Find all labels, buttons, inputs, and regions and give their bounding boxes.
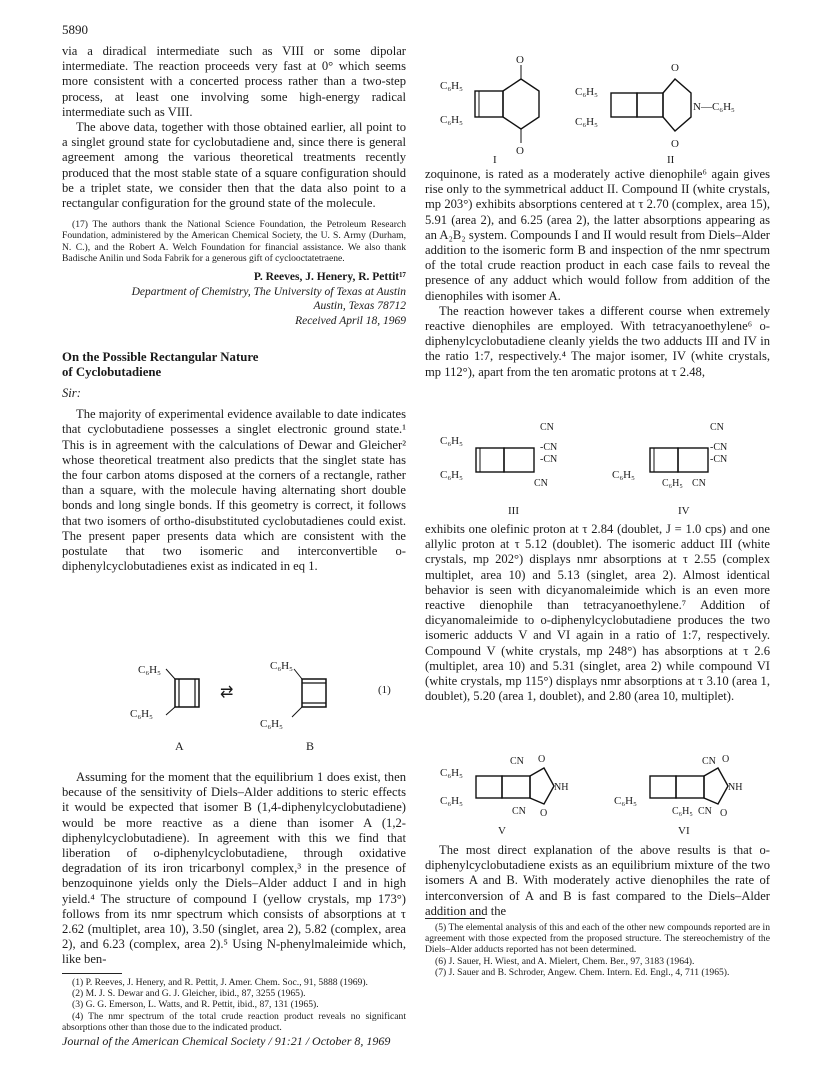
- paragraph: The reaction however takes a different course when extremely reactive dienophiles are employed. With tetracyanoethylene⁶ o-diphenylcyclobutadiene cleanly yields the two adducts III and IV in the ratio 1:7, respectively.⁴ The major isomer, IV (white crystals, mp 112°), apart from the ten aromatic protons at τ 2.48,: [425, 303, 770, 379]
- oxygen-label: O: [538, 754, 546, 765]
- article-title: On the Possible Rectangular Nature of Cyclobutadiene: [62, 350, 259, 380]
- phenyl-label: C₆H₅: [672, 806, 693, 817]
- cyano-label: CN: [534, 478, 548, 489]
- phenyl-label: C₆H₅: [130, 708, 153, 720]
- phenyl-label: C₆H₅: [612, 469, 635, 481]
- cyano-label: CN: [702, 756, 716, 767]
- phenyl-label: C₆H₅: [440, 435, 463, 447]
- footnote: (6) J. Sauer, H. Wiest, and A. Mielert, Chem. Ber., 97, 3183 (1964).: [435, 955, 695, 967]
- cyano-label: CN: [512, 806, 526, 817]
- footnote: (1) P. Reeves, J. Henery, and R. Pettit, J. Amer. Chem. Soc., 91, 5888 (1969).: [72, 977, 368, 988]
- authors: P. Reeves, J. Henery, R. Pettit¹⁷: [253, 271, 406, 284]
- label-III: III: [508, 505, 519, 517]
- phenyl-label: C₆H₅: [575, 116, 598, 128]
- phenyl-label: C₆H₅: [662, 478, 683, 489]
- left-column-lower: [62, 770, 406, 968]
- phenyl-label: C₆H₅: [440, 80, 463, 92]
- n-phenyl-label: N—C₆H₅: [693, 101, 735, 113]
- cyano-label: -CN: [710, 442, 728, 453]
- paragraph: exhibits one olefinic proton at τ 2.84 (doublet, J = 1.0 cps) and one allylic proton at τ 5.12 (doublet). The isomeric adduct III (white crystals, mp 202°) displays nmr absorptions at τ 2.55 (complex multiplet, area 10) and 5.13 (singlet, area 2). Almost identical behavior is seen with dicyanomaleimide which is an even more reactive dienophile than tetracyanoethylene.⁷ Addition of dicyanomaleimide to o-diphenylcyclobutadiene produces the two isomeric adducts V and VI again in a ratio of 1:7, respectively. Compound V (white crystals, mp 248°) has absorptions at τ 2.6 (multiplet, area 10) and 5.31 (singlet, area 2) while compound VI (white crystals, mp 115°) displays nmr absorptions at τ 3.10 (area 1, doublet), 5.20 (area 1, doublet), and 2.80 (area 10, multiplet).: [425, 522, 770, 704]
- right-column-lower: [425, 843, 770, 919]
- phenyl-label: C₆H₅: [440, 469, 463, 481]
- footnote: (2) M. J. S. Dewar and G. J. Gleicher, ibid., 87, 3255 (1965).: [72, 988, 306, 1000]
- cyano-label: CN: [710, 422, 724, 433]
- equation-number: (1): [378, 684, 391, 696]
- phenyl-label: C₆H₅: [614, 795, 637, 807]
- oxygen-label: O: [516, 145, 524, 157]
- cyano-label: CN: [540, 422, 554, 433]
- footnotes-right: [425, 922, 770, 978]
- equilibrium-arrows: ⇄: [220, 684, 234, 701]
- cyano-label: CN: [698, 806, 712, 817]
- oxygen-label: O: [540, 808, 548, 819]
- footnote: (7) J. Sauer and B. Schroder, Angew. Chem. Intern. Ed. Engl., 4, 711 (1965).: [435, 966, 730, 978]
- label-II: II: [667, 154, 675, 165]
- phenyl-label: C₆H₅: [260, 718, 283, 730]
- paragraph: The most direct explanation of the above results is that o-diphenylcyclobutadiene exists as an equilibrium mixture of the two isomers A and B. With moderately active dienophiles the rate of interconversion of A and B is fast compared to the Diels–Alder addition and the: [425, 843, 770, 918]
- right-column-middle: [425, 522, 770, 704]
- signature-block: [62, 270, 406, 328]
- paragraph: The majority of experimental evidence available to date indicates that cyclobutadiene possesses a singlet electronic ground state.¹ This is in agreement with the calculations of Dewar and Gleicher² whose theoretical treatment also predicts that the singlet state has the four carbon atoms disposed at the corners of a rectangle, rather than a square, with the molecule having alternating short double bonds and long single bonds. If this geometry is correct, it follows that two isomers of ortho-disubstituted cyclobutadienes could exist. The present paper presents data which are consistent with the postulate that two isomeric and interconvertible o-diphenylcyclobutadienes exist as indicated in eq 1.: [62, 407, 406, 574]
- cyano-label: CN: [510, 756, 524, 767]
- imide-label: NH: [554, 782, 569, 793]
- oxygen-label: O: [671, 62, 679, 74]
- page-number: 5890: [62, 22, 88, 37]
- structures-III-IV: [440, 422, 790, 518]
- cyano-label: -CN: [540, 442, 558, 453]
- footnote-17: (17) The authors thank the National Science Foundation, the Petroleum Research Foundation, administered by the American Chemical Society, the U. S. Army (Durham, N. C.), and the Robert A. Welch Foundation for financial assistance. We also thank Badische Anilin und Soda Fabrik for a generous gift of cyclooctatetraene.: [62, 219, 406, 264]
- label-I: I: [493, 154, 497, 165]
- oxygen-label: O: [720, 808, 728, 819]
- structures-V-VI: [440, 752, 790, 838]
- paragraph: The above data, together with those obtained earlier, all point to a singlet ground state for cyclobutadiene and, since there is general agreement among the various theoretical treatments recently produced that the most stable state of a square configuration should be a triplet state, we consider then that the data also point to a rectangular configuration for the ground state of the molecule.: [62, 120, 406, 211]
- journal-footer: Journal of the American Chemical Society / 91:21 / October 8, 1969: [62, 1034, 391, 1048]
- label-VI: VI: [678, 825, 690, 837]
- label-V: V: [498, 825, 506, 837]
- phenyl-label: C₆H₅: [440, 767, 463, 779]
- paragraph: via a diradical intermediate such as VIII or some dipolar intermediate. The reaction proceeds very fast at 0° which seems more consistent with a concerted process rather than a two-step process, at least one involving some high-energy radical intermediate such as VIII.: [62, 44, 406, 119]
- city: Austin, Texas 78712: [313, 300, 406, 313]
- phenyl-label: C₆H₅: [138, 664, 161, 676]
- footnote: (3) G. G. Emerson, L. Watts, and R. Pettit, ibid., 87, 131 (1965).: [72, 999, 319, 1011]
- footnote-rule: [425, 918, 485, 919]
- label-IV: IV: [678, 505, 690, 517]
- imide-label: NH: [728, 782, 743, 793]
- footnote: (4) The nmr spectrum of the total crude reaction product reveals no significant absorptions other than those due to the indicated product.: [62, 1010, 406, 1033]
- department: Department of Chemistry, The University of Texas at Austin: [131, 285, 406, 298]
- label-B: B: [306, 739, 315, 753]
- footnote-rule: [62, 973, 122, 974]
- cyano-label: -CN: [540, 454, 558, 465]
- left-column: [62, 44, 406, 574]
- cyano-label: CN: [692, 478, 706, 489]
- phenyl-label: C₆H₅: [575, 86, 598, 98]
- phenyl-label: C₆H₅: [440, 795, 463, 807]
- paragraph: zoquinone, is rated as a moderately active dienophile⁶ again gives rise only to the symmetrical adduct II. Compound II (white crystals, mp 203°) exhibits absorptions centered at τ 2.70 (complex, area 15), 5.91 (area 2), and 6.25 (area 2), the latter absorptions appearing as an A₂B₂ system. Compounds I and II would result from Diels–Alder addition to the isomeric form B and inspection of the nmr spectrum of the total crude reaction product in each case fails to reveal the presence of any adduct which would follow from addition of the dienophiles with isomer A.: [425, 167, 770, 303]
- phenyl-label: C₆H₅: [270, 660, 293, 672]
- oxygen-label: O: [516, 55, 524, 66]
- oxygen-label: O: [722, 754, 730, 765]
- oxygen-label: O: [671, 138, 679, 150]
- cyano-label: -CN: [710, 454, 728, 465]
- equation-1-structures: [80, 655, 410, 755]
- label-A: A: [175, 739, 184, 753]
- salutation: Sir:: [62, 386, 81, 401]
- footnotes-left: [62, 977, 406, 1033]
- footnote: (5) The elemental analysis of this and each of the other new compounds reported are in agreement with those expected from the proposed structure. The stereochemistry of the Diels–Alder adducts reported has not been determined.: [425, 922, 770, 956]
- phenyl-label: C₆H₅: [440, 114, 463, 126]
- structures-I-II: [425, 55, 775, 165]
- received-date: Received April 18, 1969: [295, 314, 406, 327]
- right-column-upper: [425, 167, 770, 380]
- paragraph: Assuming for the moment that the equilibrium 1 does exist, then because of the sensitivity of Diels–Alder additions to steric effects it would be expected that isomer B (1,4-diphenylcyclobutadiene) would be more reactive as a diene than isomer A (1,2-diphenylcyclobutadiene). In agreement with this we find that liberation of o-diphenylcyclobutadiene, through oxidative degradation of its iron tricarbonyl complex,³ in the presence of benzoquinone yields only the Diels–Alder adduct I and in high yield.⁴ The structure of compound I (yellow crystals, mp 173°) follows from its nmr spectrum which consists of absorptions at τ 2.62 (multiplet, area 10), 3.50 (singlet, area 2), 5.82 (complex, area 2), and 6.23 (complex, area 2).⁵ Using N-phenylmaleimide which, like ben-: [62, 770, 406, 967]
